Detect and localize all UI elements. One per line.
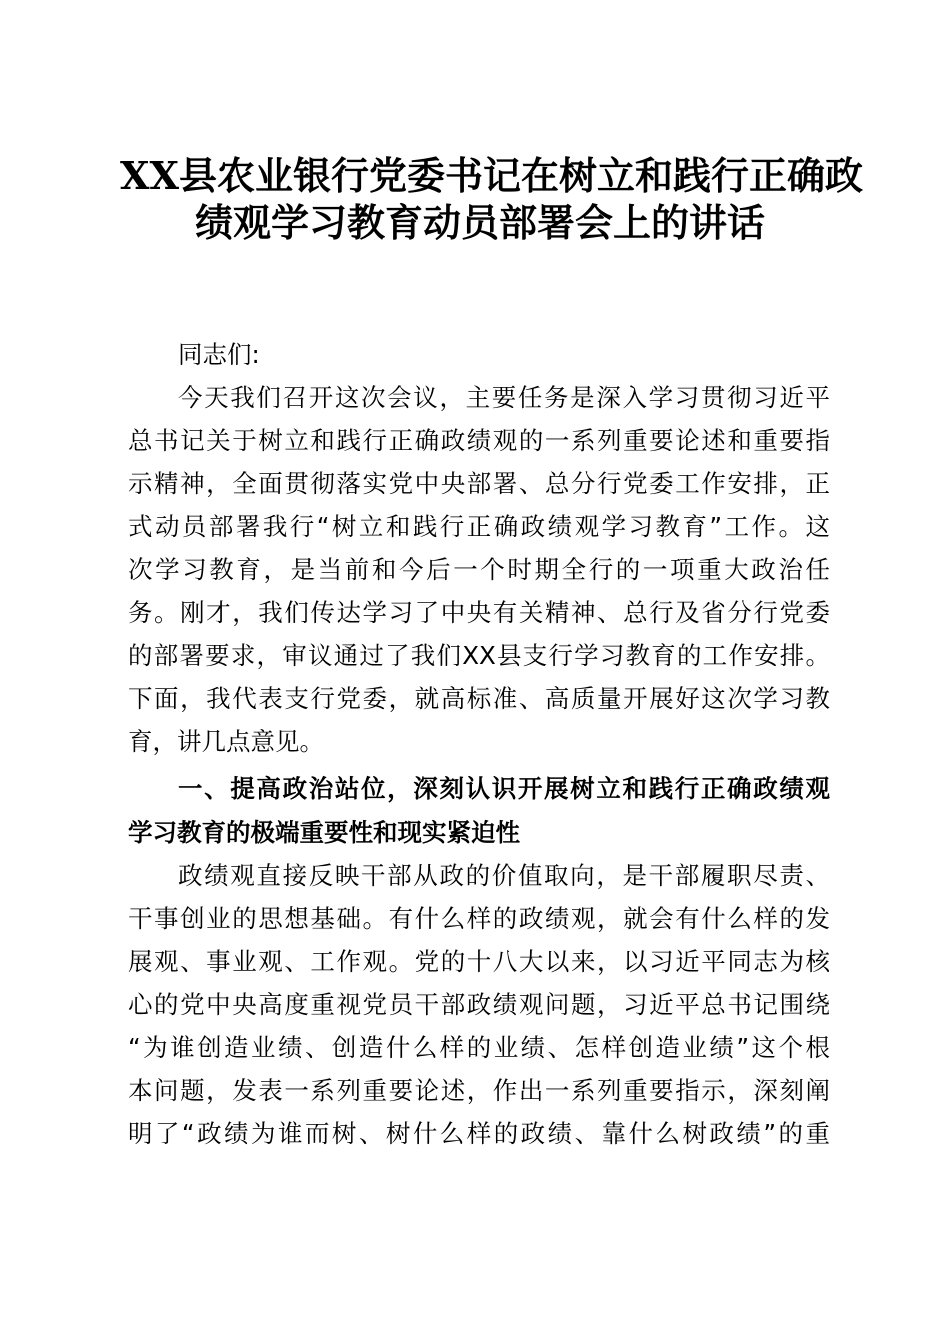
paragraph-line: 式动员部署我行“树立和践行正确政绩观学习教育”工作。这 [128,512,830,541]
paragraph-line: 展观、事业观、工作观。党的十八大以来，以习近平同志为核 [128,947,830,976]
paragraph-line: 务。刚才，我们传达学习了中央有关精神、总行及省分行党委 [128,598,830,627]
heading-line: 一、提高政治站位，深刻认识开展树立和践行正确政绩观 [178,774,830,803]
document-title-line-1: XX县农业银行党委书记在树立和践行正确政 [120,153,863,198]
paragraph-line: 今天我们召开这次会议，主要任务是深入学习贯彻习近平 [178,383,830,412]
paragraph-line: 次学习教育，是当前和今后一个时期全行的一项重大政治任 [128,555,830,584]
paragraph-line: “为谁创造业绩、创造什么样的业绩、怎样创造业绩”这个根 [128,1033,830,1062]
paragraph-line: 心的党中央高度重视党员干部政绩观问题，习近平总书记围绕 [128,990,830,1019]
heading-line: 学习教育的极端重要性和现实紧迫性 [128,818,520,847]
paragraph-line: 政绩观直接反映干部从政的价值取向，是干部履职尽责、 [178,861,830,890]
paragraph-line: 本问题，发表一系列重要论述，作出一系列重要指示，深刻阐 [128,1076,830,1105]
paragraph-line: 下面，我代表支行党委，就高标准、高质量开展好这次学习教 [128,684,830,713]
paragraph-line: 干事创业的思想基础。有什么样的政绩观，就会有什么样的发 [128,904,830,933]
paragraph-line: 育，讲几点意见。 [128,727,324,756]
document-title-line-2: 绩观学习教育动员部署会上的讲话 [194,200,765,245]
paragraph-line: 的部署要求，审议通过了我们XX县支行学习教育的工作安排。 [128,641,830,670]
paragraph-line: 示精神，全面贯彻落实党中央部署、总分行党委工作安排，正 [128,469,830,498]
paragraph-line: 明了“政绩为谁而树、树什么样的政绩、靠什么树政绩”的重 [128,1119,830,1148]
paragraph-line: 总书记关于树立和践行正确政绩观的一系列重要论述和重要指 [128,426,830,455]
salutation: 同志们: [178,340,260,369]
